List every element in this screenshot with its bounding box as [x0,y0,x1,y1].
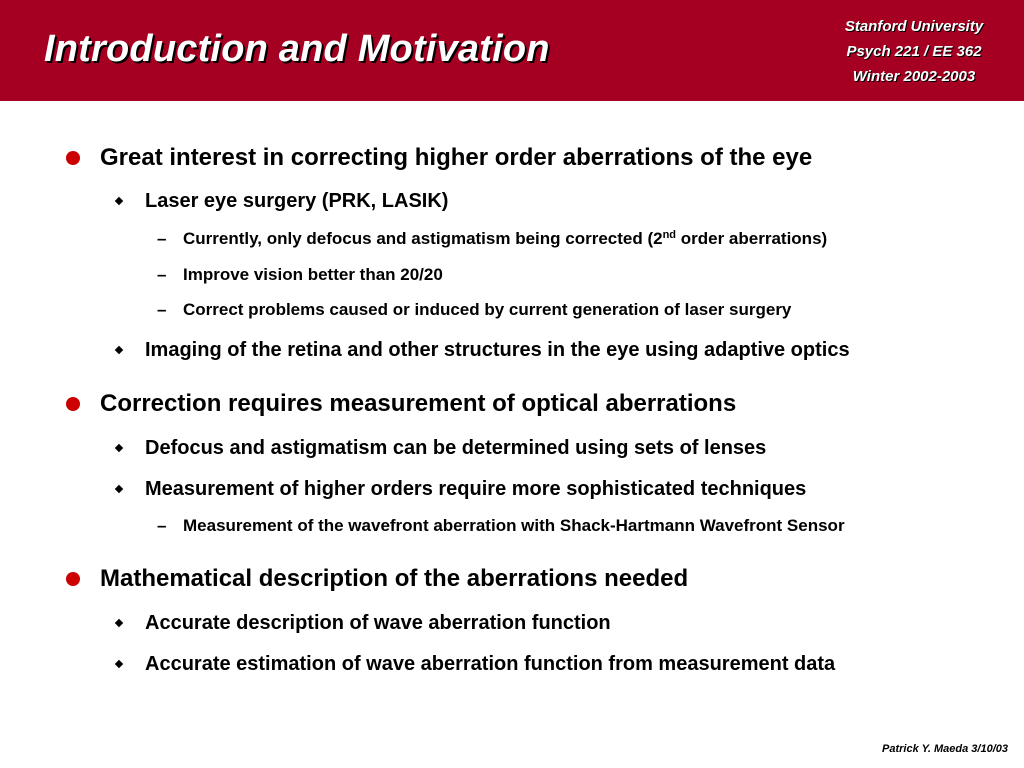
bullet-text: Mathematical description of the aberrations needed [100,565,689,592]
bullet-text: Great interest in correcting higher order aberrations of the eye [100,144,813,171]
diamond-bullet-icon [115,346,123,354]
bullet-text: Correction requires measurement of optical aberrations [100,390,737,417]
sub-bullet-text: Accurate description of wave aberration function [145,612,611,634]
dash-bullet-icon: – [157,265,167,284]
diamond-bullet-icon [115,485,123,493]
sub-bullet-item [114,339,850,362]
slide-header [0,0,1024,101]
sub-sub-bullet-text: Currently, only defocus and astigmatism being corrected (2nd order aberrations) [183,229,828,248]
sub-sub-bullet-item [157,300,791,320]
sub-sub-bullet-item [157,265,443,285]
sub-bullet-text: Laser eye surgery (PRK, LASIK) [145,190,449,212]
sub-bullet-text: Measurement of higher orders require more sophisticated techniques [145,478,807,500]
dash-bullet-icon: – [157,516,167,535]
dash-bullet-icon: – [157,300,167,319]
course-term: Winter 2002-2003 [852,68,976,85]
course-info [774,14,1014,89]
bullet-dot-icon [66,572,80,586]
superscript: nd [662,229,677,241]
bullet-item [66,565,688,593]
sub-sub-bullet-text: Improve vision better than 20/20 [183,265,443,284]
diamond-bullet-icon [115,197,123,205]
sub-sub-bullet-text: Correct problems caused or induced by current generation of laser surgery [183,300,792,319]
bullet-dot-icon [66,397,80,411]
sub-bullet-text: Defocus and astigmatism can be determined using sets of lenses [145,437,767,459]
slide-footer: Patrick Y. Maeda 3/10/03 [882,743,1008,755]
sub-sub-bullet-text: Measurement of the wavefront aberration with Shack-Hartmann Wavefront Sensor [183,516,845,535]
diamond-bullet-icon [115,444,123,452]
dash-bullet-icon: – [157,229,167,248]
bullet-item [66,144,812,172]
bullet-dot-icon [66,151,80,165]
sub-bullet-item [114,437,766,460]
sub-bullet-item [114,653,835,676]
bullet-item [66,390,736,418]
sub-bullet-item [114,612,611,635]
slide-title: Introduction and Motivation [44,28,550,70]
sub-bullet-item [114,478,806,501]
sub-sub-bullet-item [157,229,827,249]
diamond-bullet-icon [115,660,123,668]
sub-bullet-text: Imaging of the retina and other structures in the eye using adaptive optics [145,339,850,361]
sub-sub-bullet-item [157,516,845,536]
course-number: Psych 221 / EE 362 [846,43,982,60]
diamond-bullet-icon [115,619,123,627]
sub-bullet-text: Accurate estimation of wave aberration function from measurement data [145,653,836,675]
course-university: Stanford University [844,18,984,35]
sub-bullet-item [114,190,448,213]
